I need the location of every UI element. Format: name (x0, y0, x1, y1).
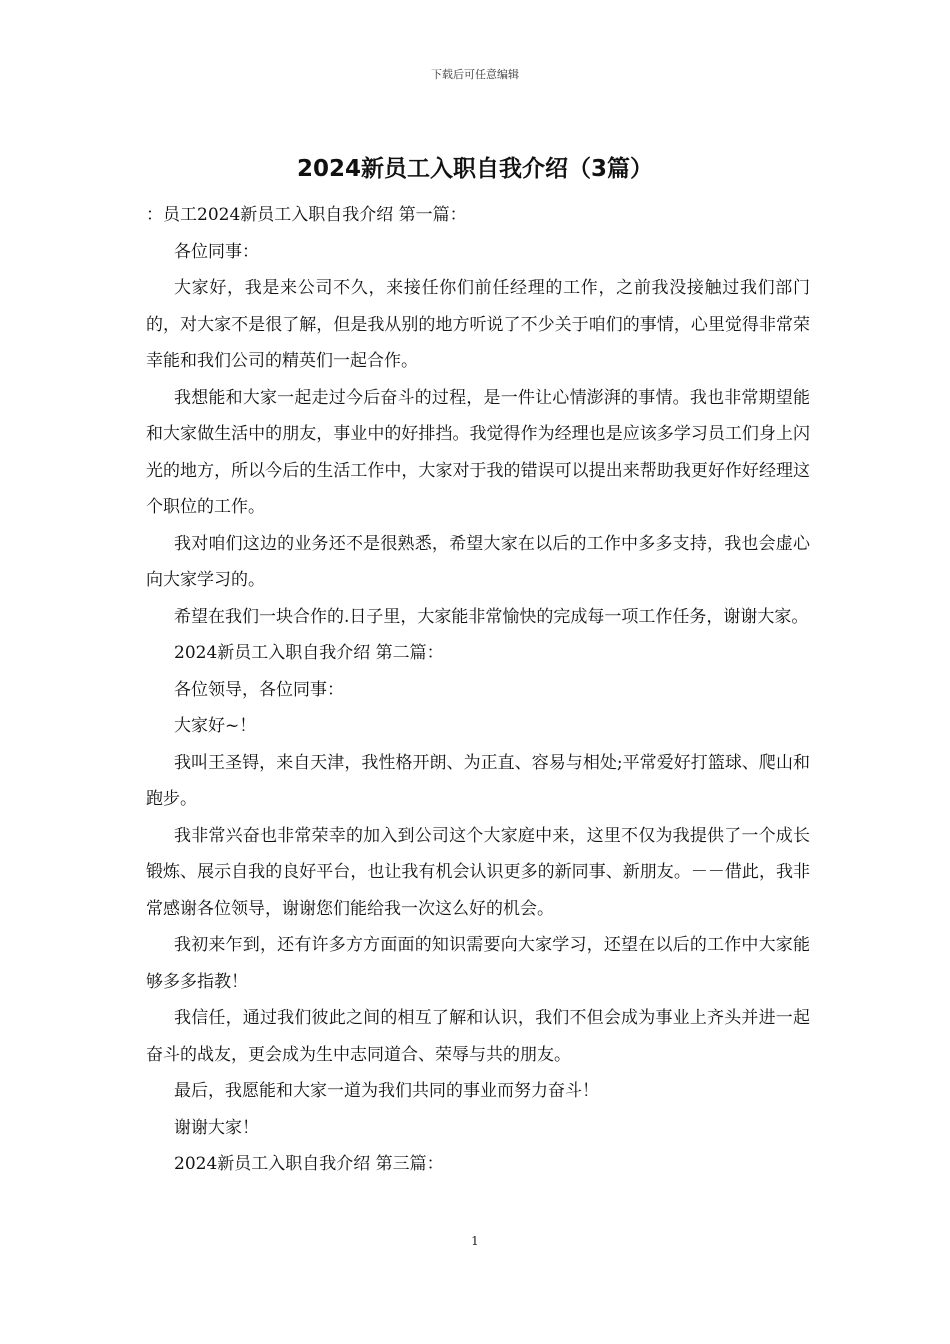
paragraph: 我对咱们这边的业务还不是很熟悉，希望大家在以后的工作中多多支持，我也会虚心向大家学习的。 (146, 533, 810, 590)
paragraph: 我信任，通过我们彼此之间的相互了解和认识，我们不但会成为事业上齐头并进一起奋斗的战友，更会成为生中志同道合、荣辱与共的朋友。 (146, 1008, 810, 1065)
paragraph: 我叫王圣锝，来自天津，我性格开朗、为正直、容易与相处;平常爱好打篮球、爬山和跑步。 (146, 752, 810, 809)
page-number: 1 (471, 1234, 479, 1248)
paragraph: 大家好~！ (174, 716, 257, 736)
paragraph: 我非常兴奋也非常荣幸的加入到公司这个大家庭中来，这里不仅为我提供了一个成长锻炼、展示自我的良好平台，也让我有机会认识更多的新同事、新朋友。－－借此，我非常感谢各位领导，谢谢您们能给我一次这么好的机会。 (146, 825, 810, 919)
paragraph: 我想能和大家一起走过今后奋斗的过程，是一件让心情澎湃的事情。我也非常期望能和大家做生活中的朋友，事业中的好排挡。我觉得作为经理也是应该多学习员工们身上闪光的地方，所以今后的生活工作中，大家对于我的错误可以提出来帮助我更好作好经理这个职位的工作。 (146, 387, 810, 517)
document-title: 2024新员工入职自我介绍（3篇） (296, 156, 654, 182)
paragraph: 最后，我愿能和大家一道为我们共同的事业而努力奋斗！ (174, 1081, 599, 1101)
paragraph: 2024新员工入职自我介绍 第二篇： (174, 643, 444, 663)
header-note: 下载后可任意编辑 (431, 68, 519, 81)
paragraph: 谢谢大家！ (174, 1117, 259, 1138)
paragraph: 2024新员工入职自我介绍 第三篇： (174, 1154, 444, 1174)
paragraph: 我初来乍到，还有许多方方面面的知识需要向大家学习，还望在以后的工作中大家能够多多指教！ (146, 935, 810, 992)
document-body (146, 197, 810, 1183)
paragraph: ：员工2024新员工入职自我介绍 第一篇： (146, 205, 467, 225)
paragraph: 希望在我们一块合作的.日子里，大家能非常愉快的完成每一项工作任务，谢谢大家。 (174, 606, 809, 627)
paragraph: 大家好，我是来公司不久，来接任你们前任经理的工作，之前我没接触过我们部门的，对大家不是很了解，但是我从别的地方听说了不少关于咱们的事情，心里觉得非常荣幸能和我们公司的精英们一起合作。 (146, 278, 810, 371)
paragraph: 各位同事： (174, 241, 259, 262)
paragraph: 各位领导，各位同事： (174, 679, 344, 700)
